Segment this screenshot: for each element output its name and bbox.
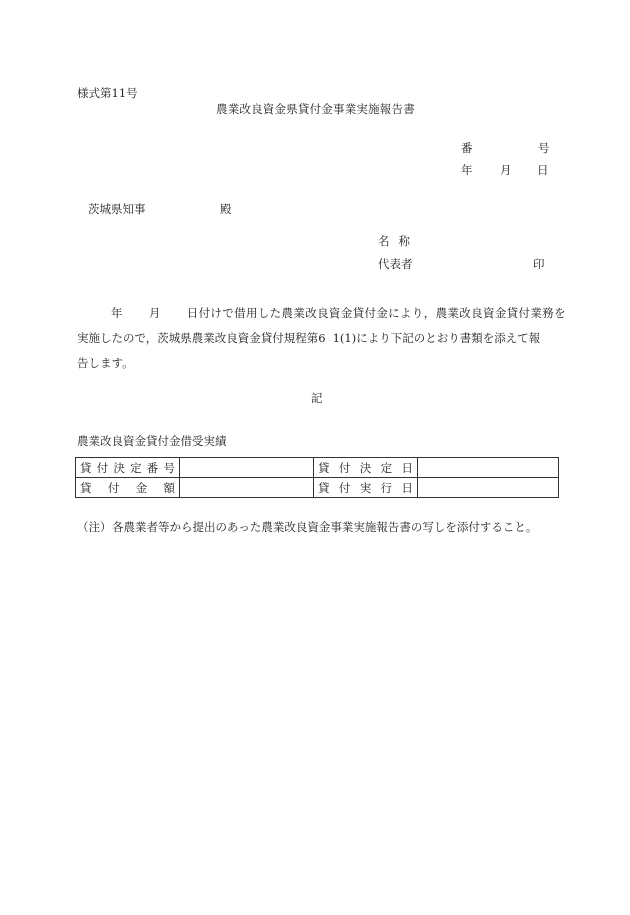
body-line-2 xyxy=(77,326,561,351)
table-row xyxy=(76,458,559,478)
report-body xyxy=(77,301,566,376)
loan-decision-number-label: 貸付決定番号 xyxy=(76,458,180,478)
loan-decision-date-field[interactable] xyxy=(418,458,559,478)
loan-execution-date-field[interactable] xyxy=(418,478,559,498)
loan-decision-number-field[interactable] xyxy=(180,458,314,478)
addressee-honorific: 殿 xyxy=(220,202,232,216)
body-line-3: 告します。 xyxy=(77,356,134,370)
representative-label: 代表者 xyxy=(378,257,413,271)
reference-go-label: 号 xyxy=(538,141,550,155)
date-day-label: 日 xyxy=(537,163,549,177)
loan-execution-date-label: 貸付実行日 xyxy=(314,478,418,498)
addressee-name: 茨城県知事 xyxy=(88,202,146,216)
body-line-1-text: 日付けで借用した農業改良資金貸付金により，農業改良資金貸付業務を xyxy=(186,306,566,320)
date-month-label: 月 xyxy=(500,163,512,177)
loan-decision-date-label: 貸付決定日 xyxy=(314,458,418,478)
document-title: 農業改良資金県貸付金事業実施報告書 xyxy=(216,102,415,116)
note-text: 各農業者等から提出のあった農業改良資金事業実施報告書の写しを添付すること。 xyxy=(112,520,538,534)
loan-amount-field[interactable] xyxy=(180,478,314,498)
date-year-label: 年 xyxy=(461,163,473,177)
loan-record-table xyxy=(75,457,559,498)
form-number: 様式第11号 xyxy=(77,86,138,100)
applicant-name-label: 名称 xyxy=(378,234,419,248)
body-year-label: 年 xyxy=(111,306,123,320)
body-line-2-text-b: 1(1)により下記のとおり書類を添えて報 xyxy=(332,331,541,345)
note-label: （注） xyxy=(77,520,112,534)
loan-amount-label: 貸付金額 xyxy=(76,478,180,498)
reference-number-label: 番 xyxy=(461,141,473,155)
body-month-label: 月 xyxy=(148,306,161,320)
body-line-2-text-a: 実施したので，茨城県農業改良資金貸付規程第6 xyxy=(77,331,326,345)
table-row xyxy=(76,478,559,498)
table-title: 農業改良資金貸付金借受実績 xyxy=(77,434,227,448)
ki-heading: 記 xyxy=(311,391,323,405)
seal-label: 印 xyxy=(533,257,545,271)
body-line-1 xyxy=(77,301,566,326)
